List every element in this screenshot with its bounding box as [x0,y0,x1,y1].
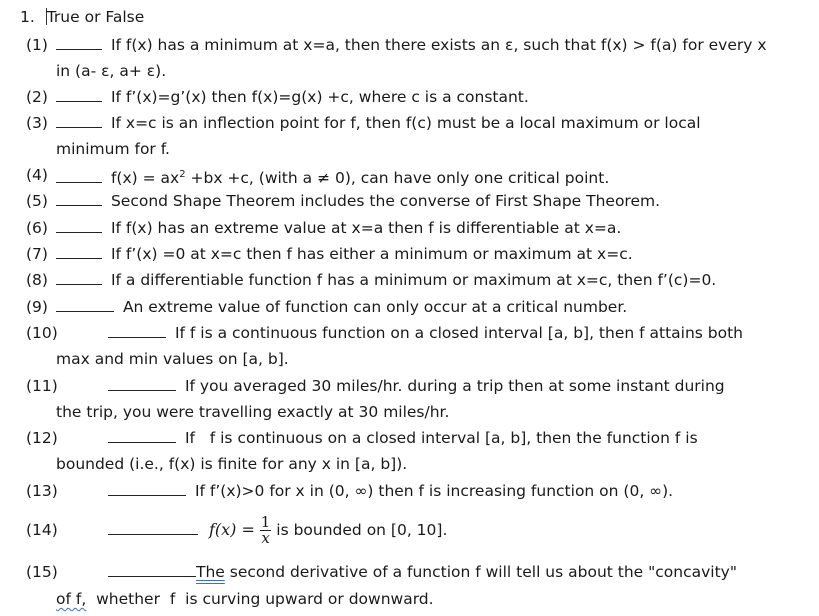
statement-text: second derivative of a function f will tell us about the "concavity" [224,563,737,581]
statement-text: is bounded on [0, 10]. [271,521,448,539]
statement-text: whether f is curving upward or downward. [86,590,434,608]
statement-continuation: max and min values on [a, b]. [56,350,289,368]
answer-blank[interactable] [108,428,176,443]
item-label: (7) [26,245,48,263]
item-label: (12) [26,429,58,447]
answer-blank[interactable] [56,87,102,102]
list-item [56,270,716,290]
answer-blank[interactable] [108,520,198,535]
fraction-denominator: x [261,529,270,547]
answer-blank[interactable] [56,297,114,312]
statement-continuation: bounded (i.e., f(x) is finite for any x in [a, b]). [56,455,408,473]
item-label: (2) [26,88,48,106]
statement-text: Second Shape Theorem includes the converse of First Shape Theorem. [110,192,661,210]
answer-blank[interactable] [56,113,102,128]
statement-text: If you averaged 30 miles/hr. during a trip then at some instant during [184,377,725,395]
statement-continuation: minimum for f. [56,140,170,158]
answer-blank[interactable] [56,270,102,285]
answer-blank[interactable] [108,376,176,391]
list-item [108,323,743,343]
list-item [56,297,627,317]
list-item [56,113,701,133]
list-item [56,244,633,264]
list-item [108,508,447,552]
statement-text [111,169,609,187]
answer-blank[interactable] [56,244,102,259]
statement-part: +bx +c, (with a ≠ 0), can have only one critical point. [185,169,610,188]
exponent: 2 [179,169,186,180]
statement-part: f(x) = ax [110,169,180,188]
list-item [56,191,660,211]
statement-text: If f’(x)=g’(x) then f(x)=g(x) +c, where c is a constant. [110,88,529,106]
question-title: True or False [46,8,145,26]
item-label: (11) [26,377,58,395]
answer-blank[interactable] [56,218,102,233]
statement-word: of f, [56,590,87,608]
question-number: 1. [20,8,35,26]
fraction [260,515,272,546]
statement-text: If x=c is an inflection point for f, then f(c) must be a local maximum or local [110,114,701,132]
statement-text: If a differentiable function f has a minimum or maximum at x=c, then f’(c)=0. [110,271,717,289]
item-label: (6) [26,219,48,237]
question-heading [20,7,144,27]
statement-continuation: in (a- ε, a+ ε). [56,62,167,80]
item-label: (4) [26,166,48,184]
list-item [108,562,737,582]
statement-text: If f(x) has an extreme value at x=a then f is differentiable at x=a. [110,219,622,237]
statement-word: The [196,563,225,581]
list-item [108,481,673,501]
statement-text: If f is continuous on a closed interval [a, b], then the function f is [184,429,698,447]
item-label: (5) [26,192,48,210]
answer-blank[interactable] [56,168,102,183]
answer-blank[interactable] [108,481,186,496]
statement-continuation [56,589,434,609]
statement-text: If f’(x)>0 for x in (0, ∞) then f is increasing function on (0, ∞). [194,482,674,500]
answer-blank[interactable] [56,191,102,206]
statement-text: If f’(x) =0 at x=c then f has either a minimum or maximum at x=c. [110,245,633,263]
answer-blank[interactable] [56,35,102,50]
item-label: (13) [26,482,58,500]
list-item [56,218,621,238]
item-label: (15) [26,563,58,581]
math-lhs: f(x) = [208,520,255,539]
statement-text: If f is a continuous function on a closed interval [a, b], then f attains both [174,324,744,342]
item-label: (1) [26,36,48,54]
item-label: (9) [26,298,48,316]
answer-blank[interactable] [108,562,196,577]
list-item [56,165,609,188]
item-label: (8) [26,271,48,289]
item-label: (10) [26,324,58,342]
statement-text: If f(x) has a minimum at x=a, then there exists an ε, such that f(x) > f(a) for every x [110,36,767,54]
statement-text: An extreme value of function can only occur at a critical number. [122,298,628,316]
list-item [108,428,698,448]
fraction-numerator: 1 [260,513,271,531]
list-item [56,87,529,107]
statement-continuation: the trip, you were travelling exactly at 30 miles/hr. [56,403,450,421]
list-item [108,376,725,396]
item-label: (14) [26,521,58,539]
list-item [56,35,767,55]
item-label: (3) [26,114,48,132]
answer-blank[interactable] [108,323,166,338]
